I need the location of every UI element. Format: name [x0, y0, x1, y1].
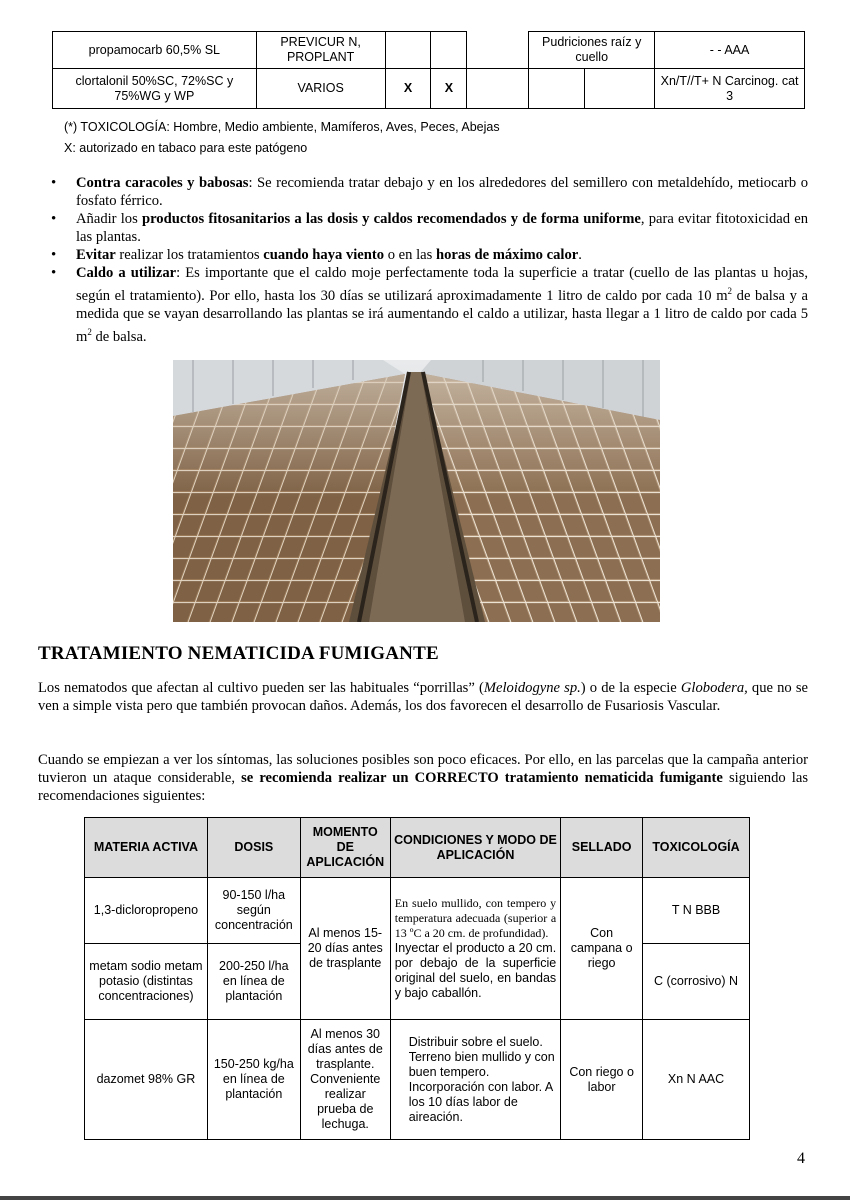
application-time: Al menos 15-20 días antes de trasplante [300, 878, 390, 1020]
disease: Pudriciones raíz y cuello [529, 32, 655, 69]
header-dosis: DOSIS [207, 818, 300, 878]
header-sellado: SELLADO [561, 818, 643, 878]
table-row [53, 32, 805, 69]
header-condiciones: CONDICIONES Y MODO DE APLICACIÓN [390, 818, 560, 878]
table-row [85, 878, 750, 944]
active-ingredient: propamocarb 60,5% SL [53, 32, 257, 69]
application-conditions: Distribuir sobre el suelo. Terreno bien mullido y con buen tempero. Incorporación con labor. A los 10 días labor de aireación. [390, 1020, 560, 1140]
toxicology: - - AAA [655, 32, 805, 69]
sealing: Con riego o labor [561, 1020, 643, 1140]
list-item: • Contra caracoles y babosas: Se recomienda tratar debajo y en los alrededores del semillero con metaldehído, metiocarb o fosfato férrico. [40, 174, 808, 210]
page-number: 4 [797, 1150, 805, 1167]
active-ingredient: clortalonil 50%SC, 72%SC y 75%WG y WP [53, 69, 257, 109]
nematicide-table [84, 817, 750, 1140]
authorized-note: X: autorizado en tabaco para este patógeno [64, 141, 308, 155]
toxicology: Xn N AAC [643, 1020, 750, 1140]
active-ingredient: dazomet 98% GR [85, 1020, 208, 1140]
product-name: PREVICUR N, PROPLANT [256, 32, 385, 69]
active-ingredient: 1,3-dicloropropeno [85, 878, 208, 944]
authorized-mark: X [431, 69, 467, 109]
header-momento: MOMENTO DE APLICACIÓN [300, 818, 390, 878]
recommendations-list [40, 174, 808, 346]
toxicology-note: (*) TOXICOLOGÍA: Hombre, Medio ambiente, Mamíferos, Aves, Peces, Abejas [64, 120, 500, 134]
toxicology: Xn/T//T+ N Carcinog. cat 3 [655, 69, 805, 109]
dose: 150-250 kg/ha en línea de plantación [207, 1020, 300, 1140]
active-ingredient: metam sodio metam potasio (distintas concentraciones) [85, 944, 208, 1020]
nematodes-paragraph: Los nematodos que afectan al cultivo pueden ser las habituales “porrillas” (Meloidogyne sp.) o de la especie Globodera, que no se ven a simple vista pero que también provocan daños. Además, los dos favorecen el desarrollo de Fusariosis Vascular. [38, 680, 808, 714]
greenhouse-seedbed-photo [173, 360, 660, 622]
table-header-row [85, 818, 750, 878]
page-border [0, 1196, 850, 1200]
list-item: • Añadir los productos fitosanitarios a las dosis y caldos recomendados y de forma uniforme, para evitar fitotoxicidad en las plantas. [40, 210, 808, 246]
sealing: Con campana o riego [561, 878, 643, 1020]
recommendation-paragraph: Cuando se empiezan a ver los síntomas, las soluciones posibles son poco eficaces. Por ello, en las parcelas que la campaña anterior tuvieron un ataque considerable, se recomienda realizar un CORRECTO tratamiento nematicida fumigante siguiendo las recomendaciones siguientes: [38, 752, 809, 804]
table-row [53, 69, 805, 109]
toxicology: C (corrosivo) N [643, 944, 750, 1020]
authorized-mark: X [385, 69, 431, 109]
toxicology: T N BBB [643, 878, 750, 944]
fungicide-table [52, 31, 805, 109]
list-item: • Caldo a utilizar: Es importante que el caldo moje perfectamente toda la superficie a tratar (cuello de las plantas u hojas, según el tratamiento). Por ello, hasta los 30 días se utilizará aproximadamente 1 litro de caldo por cada 10 $m^2$ de balsa y a medida que se vayan desarrollando las plantas se irá aumentando el caldo a utilizar, hasta llegar a 1 litro de caldo por cada 5 $m^2$ de balsa. [40, 264, 808, 346]
application-time: Al menos 30 días antes de trasplante. Conveniente realizar prueba de lechuga. [300, 1020, 390, 1140]
application-conditions: En suelo mullido, con tempero y temperatura adecuada (superior a 13 ºC a 20 cm. de profundidad). Inyectar el producto a 20 cm. por debajo de la superficie original del suelo, en bandas y bajo caballón. [390, 878, 560, 1020]
section-title: TRATAMIENTO NEMATICIDA FUMIGANTE [38, 643, 439, 664]
product-name: VARIOS [256, 69, 385, 109]
header-toxicologia: TOXICOLOGÍA [643, 818, 750, 878]
header-materia: MATERIA ACTIVA [85, 818, 208, 878]
table-row [85, 1020, 750, 1140]
dose: 200-250 l/ha en línea de plantación [207, 944, 300, 1020]
dose: 90-150 l/ha según concentración [207, 878, 300, 944]
list-item: • Evitar realizar los tratamientos cuando haya viento o en las horas de máximo calor. [40, 246, 808, 264]
